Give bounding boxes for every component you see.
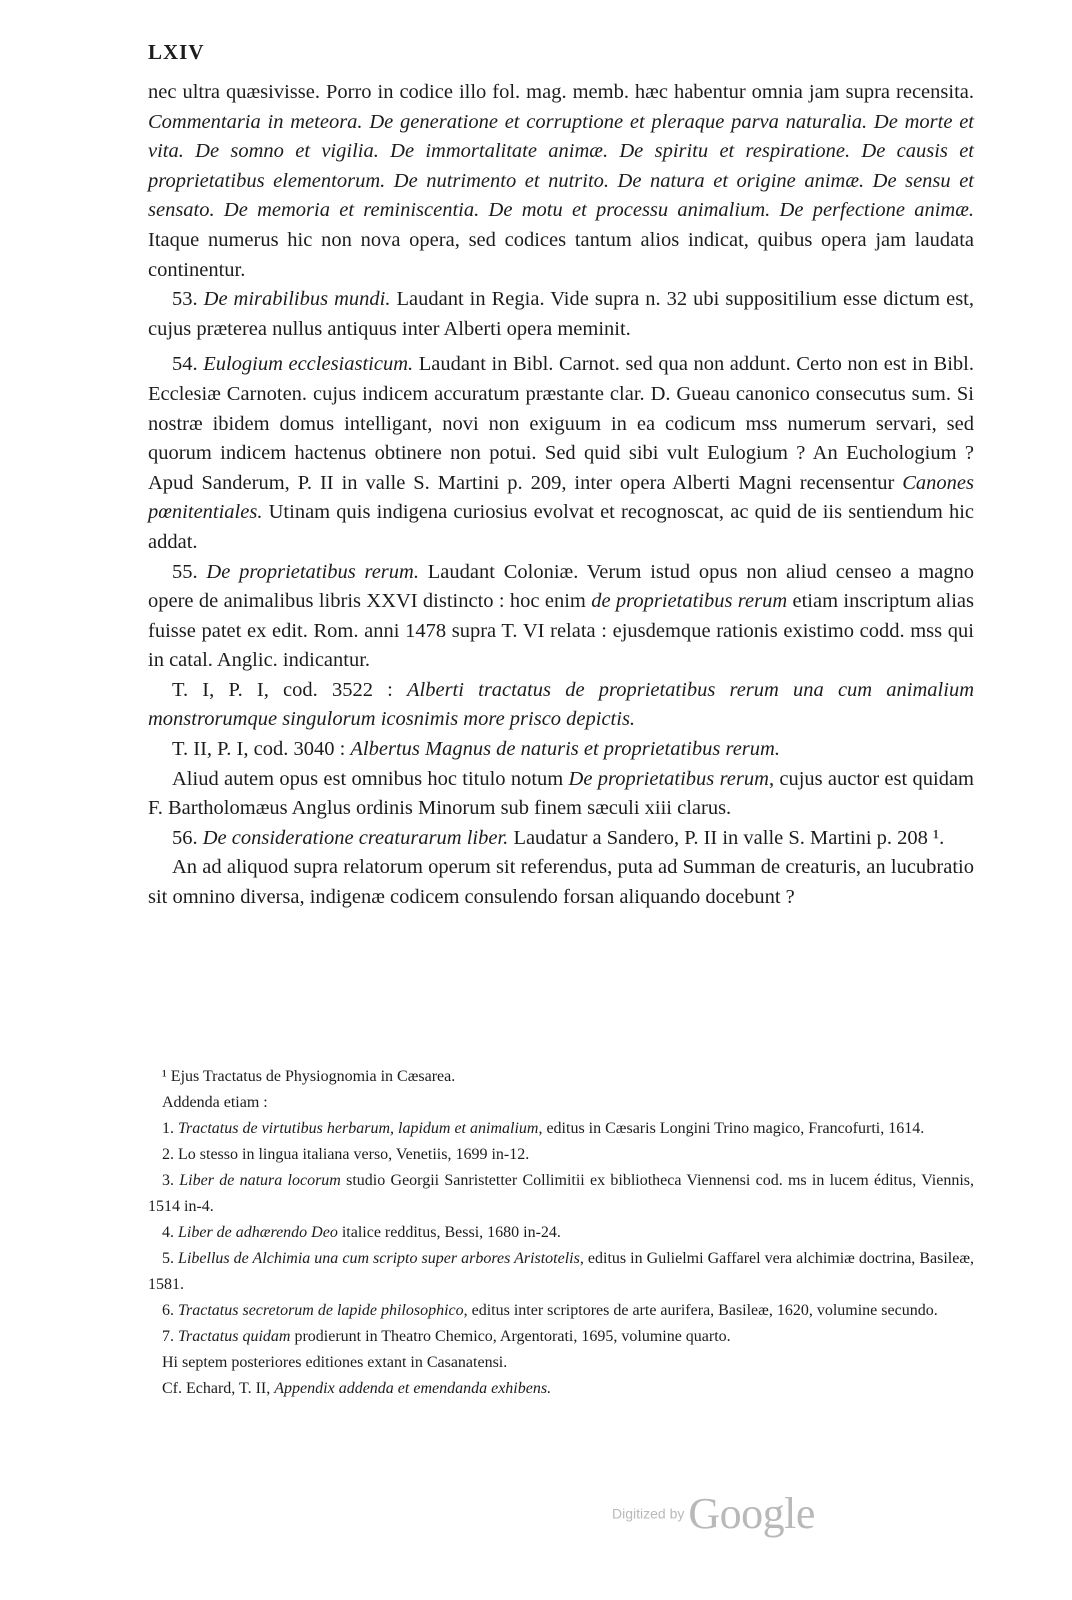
text-run: Cf. Echard, T. II, — [162, 1380, 275, 1397]
paragraph — [148, 824, 974, 854]
footnote — [148, 1350, 974, 1376]
paragraph — [148, 285, 974, 344]
footnote — [148, 1220, 974, 1246]
text-run: italice redditus, Bessi, 1680 in-24. — [337, 1224, 561, 1241]
italic-text: De proprietatibus rerum — [568, 767, 769, 790]
text-run: 1. — [162, 1120, 178, 1137]
italic-text: Albertus Magnus de naturis et proprietatibus rerum. — [350, 738, 780, 761]
paragraph — [148, 350, 974, 557]
text-run: Laudant Coloniæ. Verum istud opus non aliud censeo a magno opere de animalibus libris XXVI distincto : hoc enim — [148, 560, 974, 613]
page-number: LXIV — [148, 40, 205, 64]
paragraph — [148, 735, 974, 765]
text-run: 56. — [172, 826, 203, 849]
italic-text: De mirabilibus mundi. — [203, 288, 391, 311]
text-run: 2. Lo stesso in lingua italiana verso, Venetiis, 1699 in-12. — [162, 1146, 530, 1163]
footnotes — [148, 1064, 974, 1402]
text-run: 5. — [162, 1250, 179, 1267]
footnote — [148, 1064, 974, 1090]
footnote — [148, 1246, 974, 1298]
text-run: , editus inter scriptores de arte aurifera, Basileæ, 1620, volumine secundo. — [463, 1302, 938, 1319]
text-run: An ad aliquod supra relatorum operum sit referendus, puta ad Summan de creaturis, an lucubratio sit omnino diversa, indigenæ codicem consulendo forsan aliquando docebunt ? — [148, 856, 974, 909]
text-run: Laudatur a Sandero, P. II in valle S. Martini p. 208 ¹. — [508, 826, 945, 849]
footnote — [148, 1116, 974, 1142]
italic-text: De proprietatibus rerum. — [206, 560, 419, 583]
paragraph — [148, 558, 974, 676]
google-watermark — [612, 1488, 815, 1539]
paragraph — [148, 78, 974, 285]
footnote — [148, 1376, 974, 1402]
watermark-brand: Google — [688, 1489, 815, 1538]
italic-text: De consideratione creaturarum liber. — [202, 826, 509, 849]
text-run: Hi septem posteriores editiones extant in Casanatensi. — [162, 1354, 508, 1371]
italic-text: Tractatus secretorum de lapide philosophico — [178, 1302, 464, 1319]
body-text — [148, 78, 974, 913]
text-run: , editus in Gulielmi Gaffarel vera alchimiæ doctrina, Basileæ, 1581. — [148, 1250, 975, 1293]
italic-text: Eulogium ecclesiasticum. — [203, 353, 414, 376]
italic-text: Libellus de Alchimia una cum scripto super arbores Aristotelis — [178, 1250, 580, 1267]
text-run: nec ultra quæsivisse. Porro in codice illo fol. mag. memb. hæc habentur omnia jam supra recensita. — [148, 81, 974, 103]
text-run: Itaque numerus hic non nova opera, sed codices tantum alios indicat, quibus opera jam laudata continentur. — [148, 228, 974, 281]
page — [148, 38, 974, 913]
text-run: prodierunt in Theatro Chemico, Argentorati, 1695, volumine quarto. — [290, 1328, 731, 1345]
paragraph — [148, 853, 974, 912]
italic-text: Tractatus de virtutibus herbarum, lapidum et animalium — [178, 1120, 539, 1137]
text-run: 54. — [172, 353, 204, 376]
text-run: , cujus auctor est quidam F. Bartholomæus Anglus ordinis Minorum sub finem sæculi xiii clarus. — [148, 767, 974, 820]
text-run: etiam inscriptum alias fuisse patet ex edit. Rom. anni 1478 supra T. VI relata : ejusdemque rationis existimo codd. mss qui in catal. Anglic. indicantur. — [148, 590, 974, 672]
paragraph — [148, 765, 974, 824]
text-run: studio Georgii Sanristetter Collimitii ex bibliotheca Viennensi cod. ms in lucem éditus, Viennis, 1514 in-4. — [148, 1172, 975, 1215]
italic-text: Liber de natura locorum — [179, 1172, 341, 1189]
text-run: 6. — [162, 1302, 178, 1319]
text-run: T. II, P. I, cod. 3040 : — [172, 738, 351, 761]
text-run: Laudant in Regia. Vide supra n. 32 ubi suppositilium esse dictum est, cujus præterea nullus antiquus inter Alberti opera meminit. — [148, 288, 974, 340]
text-run: Addenda etiam : — [162, 1094, 268, 1111]
text-run: ¹ Ejus Tractatus de Physiognomia in Cæsarea. — [162, 1068, 456, 1085]
italic-text: Liber de adhærendo Deo — [178, 1224, 338, 1241]
text-run: 53. — [172, 288, 204, 311]
italic-text: Alberti tractatus de proprietatibus rerum una cum animalium monstrorumque singulorum icosnimis more prisco depictis. — [148, 678, 974, 731]
paragraph — [148, 676, 974, 735]
text-run: Aliud autem opus est omnibus hoc titulo notum — [172, 767, 569, 790]
italic-text: Commentaria in meteora. De generatione et corruptione et pleraque parva naturalia. De morte et vita. De somno et vigilia. De immortalitate animæ. De spiritu et respiratione. De causis et proprietatibus elementorum. De nutrimento et nutrito. De natura et origine animæ. De sensu et sensato. De memoria et reminiscentia. De motu et processu animalium. De perfectione animæ. — [148, 110, 974, 222]
italic-text: Canones pœnitentiales. — [148, 471, 974, 524]
italic-text: Tractatus quidam — [178, 1328, 291, 1345]
italic-text: de proprietatibus rerum — [591, 590, 788, 613]
footnote — [148, 1298, 974, 1324]
text-run: 4. — [162, 1224, 178, 1241]
text-run: Laudant in Bibl. Carnot. sed qua non addunt. Certo non est in Bibl. Ecclesiæ Carnoten. cujus indicem accuratum præstante clar. D. Gueau canonico consecutus sum. Si nostræ ibidem domus intelligant, novi non exiguum in ea codicum mss numerum servari, sed quorum indicem hactenus obtinere non potui. Sed quid sibi vult Eulogium ? An Euchologium ? Apud Sanderum, P. II in valle S. Martini p. 209, inter opera Alberti Magni recensentur — [148, 353, 974, 494]
text-run: 7. — [162, 1328, 178, 1345]
text-run: T. I, P. I, cod. 3522 : — [172, 678, 408, 701]
footnote — [148, 1168, 974, 1220]
footnote — [148, 1324, 974, 1350]
italic-text: Appendix addenda et emendanda exhibens. — [274, 1380, 552, 1397]
watermark-prefix: Digitized by — [612, 1505, 685, 1522]
text-run: 3. — [162, 1172, 180, 1189]
footnote — [148, 1142, 974, 1168]
text-run: , editus in Cæsaris Longini Trino magico, Francofurti, 1614. — [538, 1120, 925, 1137]
text-run: 55. — [172, 560, 207, 583]
text-run: Utinam quis indigena curiosius evolvat et recognoscat, ac quid de iis sentiendum hic addat. — [148, 501, 974, 553]
footnote — [148, 1090, 974, 1116]
